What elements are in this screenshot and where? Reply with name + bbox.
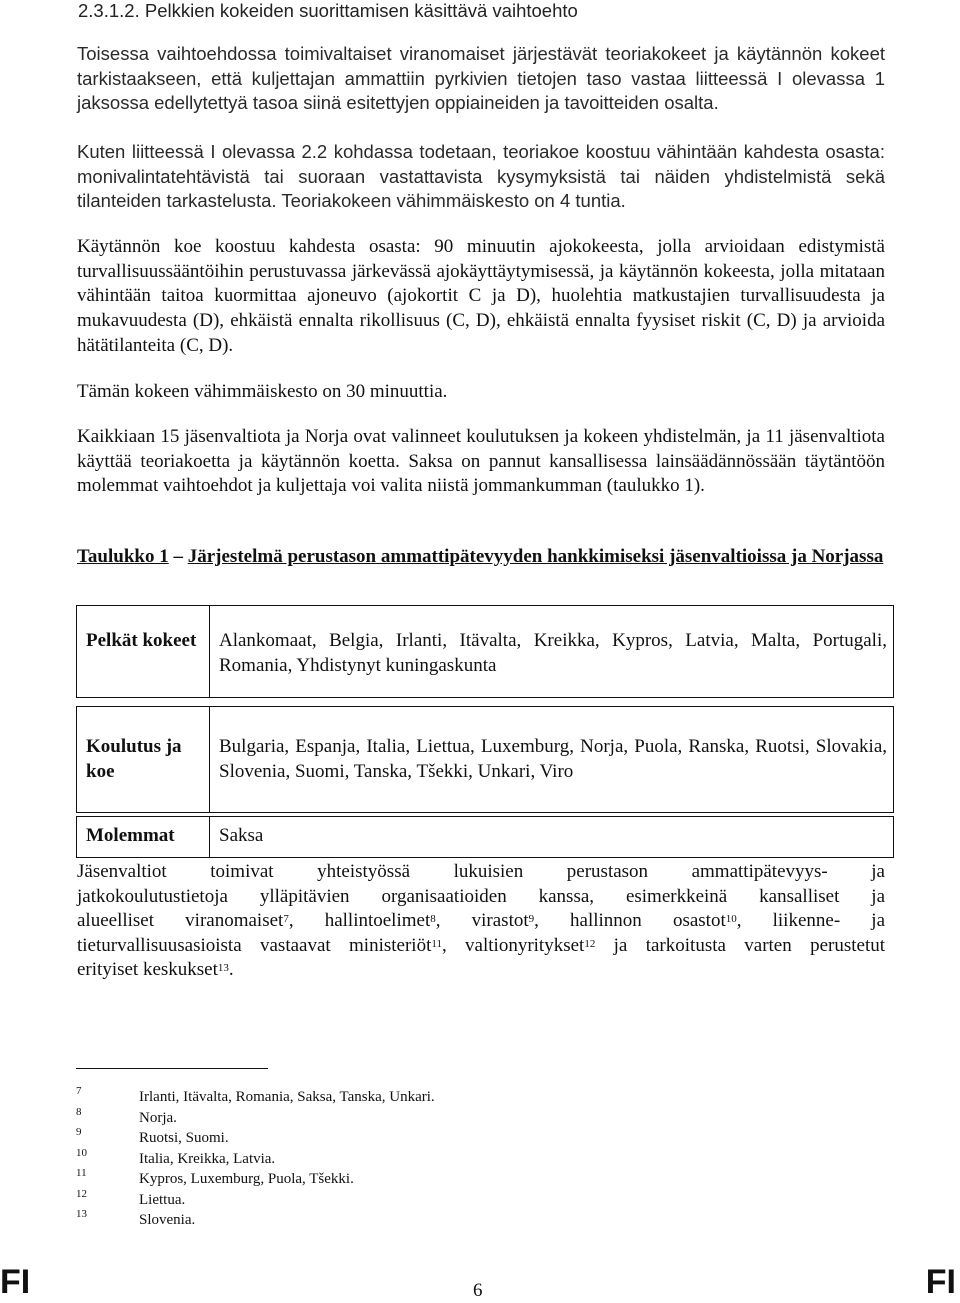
text-span: ja tarkoitusta varten perustetut bbox=[595, 935, 886, 956]
paragraph-6-line-5 bbox=[77, 958, 885, 983]
text-span: , hallintoelimet bbox=[288, 910, 431, 931]
paragraph-1: Toisessa vaihtoehdossa toimivaltaiset viranomaiset järjestävät teoriakokeet ja käytännön kokeet tarkistaakseen, että kuljettajan ammattiin pyrkivien tietojen taso vastaa liitteessä I olevassa 1 jaksossa edellytettyä tasoa siinä esitettyjen oppiaineiden ja tavoitteiden osalta. bbox=[77, 43, 885, 114]
text-span: , liikenne- ja bbox=[736, 910, 886, 931]
footnote-number: 7 bbox=[76, 1085, 82, 1097]
table-title-text: Järjestelmä perustason ammattipätevyyden hankkimiseksi jäsenvaltioissa ja Norjassa bbox=[187, 546, 884, 567]
footnote-number: 11 bbox=[76, 1167, 87, 1179]
footnote-ref: 13 bbox=[217, 962, 229, 974]
table-row-label: Pelkät kokeet bbox=[86, 630, 197, 651]
table-row-value: Alankomaat, Belgia, Irlanti, Itävalta, Kreikka, Kypros, Latvia, Malta, Portugali, Romania, Yhdistynyt kuningaskunta bbox=[219, 630, 887, 676]
footnote-text: Norja. bbox=[139, 1110, 177, 1126]
footnote-ref: 12 bbox=[584, 938, 596, 950]
footnote-text: Liettua. bbox=[139, 1192, 186, 1208]
footnote-ref: 7 bbox=[283, 913, 289, 925]
table-title bbox=[77, 544, 885, 569]
text-span: , virastot bbox=[435, 910, 529, 931]
text-span: alueelliset viranomaiset bbox=[77, 910, 284, 931]
footnote-number: 12 bbox=[76, 1188, 87, 1200]
footnote-ref: 11 bbox=[431, 938, 442, 950]
footnote-number: 13 bbox=[76, 1208, 87, 1220]
footnote-ref: 8 bbox=[430, 913, 436, 925]
table-row-label: Molemmat bbox=[86, 825, 175, 846]
table-row bbox=[76, 605, 894, 698]
paragraph-4: Tämän kokeen vähimmäiskesto on 30 minuuttia. bbox=[77, 381, 448, 402]
page-number: 6 bbox=[473, 1280, 483, 1301]
section-heading: 2.3.1.2. Pelkkien kokeiden suorittamisen käsittävä vaihtoehto bbox=[78, 0, 578, 21]
paragraph-6-line-3 bbox=[77, 909, 885, 934]
text-span: . bbox=[228, 959, 234, 980]
footnote-divider bbox=[76, 1068, 268, 1069]
footnote-text: Irlanti, Itävalta, Romania, Saksa, Tanska, Unkari. bbox=[139, 1089, 435, 1105]
paragraph-5: Kaikkiaan 15 jäsenvaltiota ja Norja ovat valinneet koulutuksen ja kokeen yhdistelmän, ja 11 jäsenvaltiota käyttää teoriakoetta ja käytännön koetta. Saksa on pannut kansallisessa lainsäädännössään täytäntöön molemmat vaihtoehdot ja kuljettaja voi valita niistä jommankumman (taulukko 1). bbox=[77, 426, 885, 497]
footnote-ref: 10 bbox=[725, 913, 737, 925]
paragraph-3: Käytännön koe koostuu kahdesta osasta: 90 minuutin ajokokeesta, jolla arvioidaan edistymistä turvallisuussääntöihin perustuvassa järkevässä ajokäyttäytymisessä, ja käytännön kokeesta, jolla mitataan vähintään taitoa kuormittaa ajoneuvo (ajokortit C ja D), huolehtia matkustajien turvallisuudesta ja mukavuudesta (D), ehkäistä ennalta rikollisuus (C, D), ehkäistä ennalta fyysiset riskit (C, D) ja arvioida hätätilanteita (C, D). bbox=[77, 236, 885, 356]
footnote-text: Slovenia. bbox=[139, 1212, 196, 1228]
footnote-text: Ruotsi, Suomi. bbox=[139, 1130, 229, 1146]
text-span: tieturvallisuusasioista vastaavat ministeriöt bbox=[77, 935, 432, 956]
footnote-text: Italia, Kreikka, Latvia. bbox=[139, 1151, 276, 1167]
footer-language-left: FI bbox=[0, 1263, 31, 1301]
table-label: Taulukko 1 bbox=[77, 546, 169, 567]
footnote-text: Kypros, Luxemburg, Puola, Tšekki. bbox=[139, 1171, 354, 1187]
footnote-ref: 9 bbox=[528, 913, 535, 925]
footnote-number: 8 bbox=[76, 1106, 82, 1118]
text-span: erityiset keskukset bbox=[77, 959, 218, 980]
table-row-value: Saksa bbox=[219, 825, 264, 846]
footer-language-right: FI bbox=[925, 1263, 956, 1301]
paragraph-6-line-1: Jäsenvaltiot toimivat yhteistyössä lukuisien perustason ammattipätevyys- ja bbox=[77, 861, 885, 882]
footnote-number: 9 bbox=[76, 1126, 82, 1138]
text-span: , valtionyritykset bbox=[441, 935, 585, 956]
table-row bbox=[76, 706, 894, 813]
table-title-dash: – bbox=[173, 546, 183, 567]
paragraph-6-line-2: jatkokoulutustietoja ylläpitävien organisaatioiden kanssa, esimerkkeinä kansalliset ja bbox=[77, 886, 885, 907]
paragraph-2: Kuten liitteessä I olevassa 2.2 kohdassa todetaan, teoriakoe koostuu vähintään kahdesta osasta: monivalintatehtävistä tai suoraan vastattavista kysymyksistä tai näiden yhdistelmistä sekä tilanteiden tarkastelusta. Teoriakokeen vähimmäiskesto on 4 tuntia. bbox=[77, 141, 885, 212]
table-row bbox=[76, 816, 894, 858]
text-span: , hallinnon osastot bbox=[534, 910, 726, 931]
footnote-number: 10 bbox=[76, 1147, 87, 1159]
table-row-value: Bulgaria, Espanja, Italia, Liettua, Luxemburg, Norja, Puola, Ranska, Ruotsi, Slovakia, Slovenia, Suomi, Tanska, Tšekki, Unkari, Viro bbox=[219, 736, 887, 782]
table-row-label: Koulutus ja koe bbox=[86, 736, 182, 782]
paragraph-6-line-4 bbox=[77, 934, 885, 959]
